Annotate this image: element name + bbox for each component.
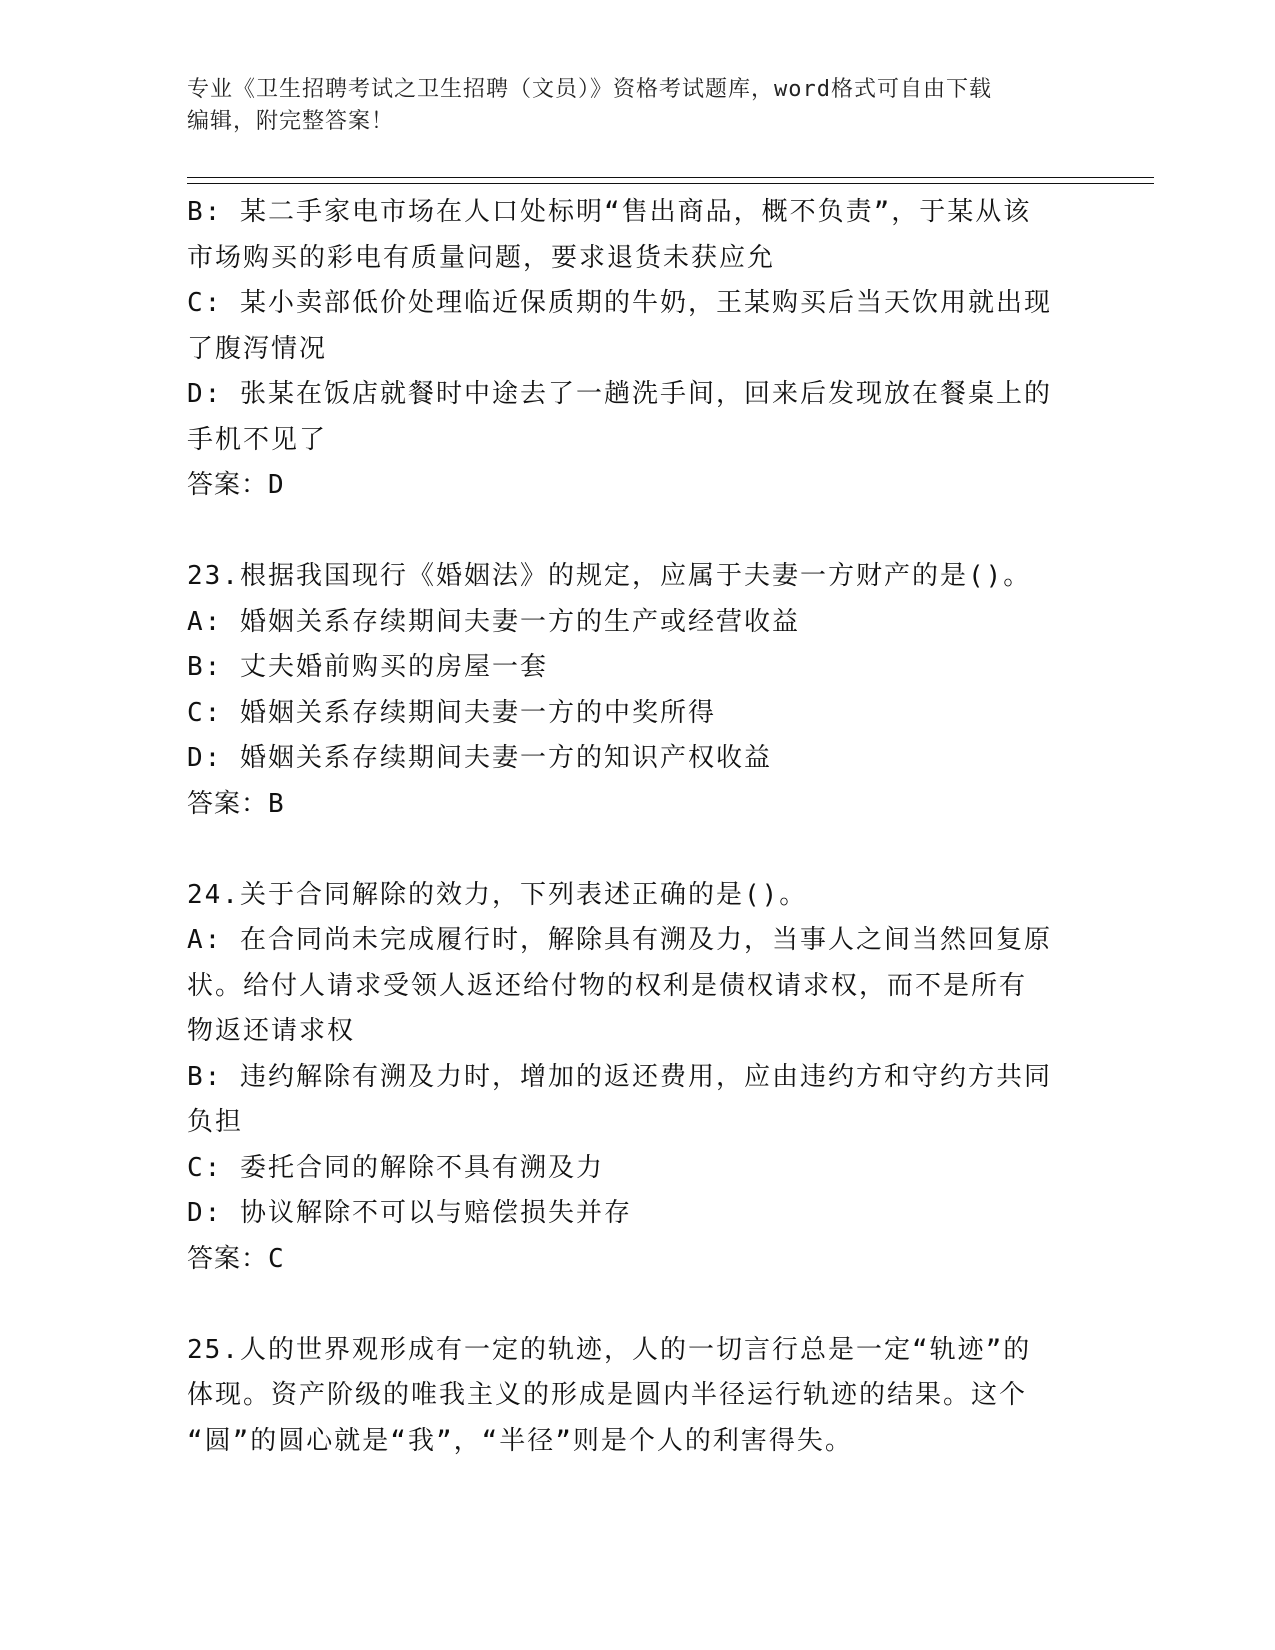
option-d: D: 协议解除不可以与赔偿损失并存 <box>187 1198 632 1228</box>
option-a-line-2: 状。给付人请求受领人返还给付物的权利是债权请求权，而不是所有 <box>187 970 1028 1001</box>
header-line-1: 专业《卫生招聘考试之卫生招聘（文员）》资格考试题库，word格式可自由下载 <box>187 77 992 102</box>
question-24 <box>187 873 1077 1283</box>
header-divider-top <box>187 177 1154 178</box>
answer-line <box>187 463 1077 509</box>
option-d-line-2: 手机不见了 <box>187 424 328 455</box>
answer-value: D <box>268 470 285 500</box>
question-25 <box>187 1328 1077 1465</box>
question-stem-line-2: 体现。资产阶级的唯我主义的形成是圆内半径运行轨迹的结果。这个 <box>187 1380 1028 1410</box>
question-stem-line-1: 25.人的世界观形成有一定的轨迹，人的一切言行总是一定“轨迹”的 <box>187 1334 1032 1365</box>
document-body <box>187 190 1077 1464</box>
question-stem-line-3: “圆”的圆心就是“我”，“半径”则是个人的利害得失。 <box>187 1425 853 1456</box>
answer-line <box>187 782 1077 828</box>
spacer <box>187 509 1077 555</box>
option-c: C: 委托合同的解除不具有溯及力 <box>187 1152 604 1183</box>
question-stem: 23.根据我国现行《婚姻法》的规定，应属于夫妻一方财产的是()。 <box>187 561 1032 591</box>
option-b: B: 丈夫婚前购买的房屋一套 <box>187 652 548 682</box>
document-header <box>187 74 1067 138</box>
option-a-line-3: 物返还请求权 <box>187 1016 356 1046</box>
option-c-line-2: 了腹泻情况 <box>187 333 328 364</box>
question-stem: 24.关于合同解除的效力，下列表述正确的是()。 <box>187 879 808 910</box>
option-b-line-2: 市场购买的彩电有质量问题，要求退货未获应允 <box>187 242 776 273</box>
option-b-line-1: B: 某二手家电市场在人口处标明“售出商品，概不负责”，于某从该 <box>187 197 1032 227</box>
question-22-continuation <box>187 190 1077 509</box>
answer-label: 答案： <box>187 470 269 500</box>
header-divider-bottom <box>187 183 1154 184</box>
answer-value: C <box>268 1243 285 1274</box>
option-b-line-2: 负担 <box>187 1107 244 1137</box>
option-d-line-1: D: 张某在饭店就餐时中途去了一趟洗手间，回来后发现放在餐桌上的 <box>187 379 1052 409</box>
spacer <box>187 827 1077 873</box>
option-a-line-1: A: 在合同尚未完成履行时，解除具有溯及力，当事人之间当然回复原 <box>187 925 1052 955</box>
option-c: C: 婚姻关系存续期间夫妻一方的中奖所得 <box>187 697 716 728</box>
question-23 <box>187 554 1077 827</box>
option-d: D: 婚姻关系存续期间夫妻一方的知识产权收益 <box>187 743 772 773</box>
spacer <box>187 1282 1077 1328</box>
option-b-line-1: B: 违约解除有溯及力时，增加的返还费用，应由违约方和守约方共同 <box>187 1061 1052 1092</box>
header-line-2: 编辑，附完整答案！ <box>187 109 395 134</box>
option-a: A: 婚姻关系存续期间夫妻一方的生产或经营收益 <box>187 606 800 637</box>
answer-label: 答案： <box>187 788 269 819</box>
answer-label: 答案： <box>187 1243 269 1274</box>
option-c-line-1: C: 某小卖部低价处理临近保质期的牛奶，王某购买后当天饮用就出现 <box>187 288 1052 318</box>
answer-value: B <box>268 788 285 819</box>
answer-line <box>187 1237 1077 1283</box>
